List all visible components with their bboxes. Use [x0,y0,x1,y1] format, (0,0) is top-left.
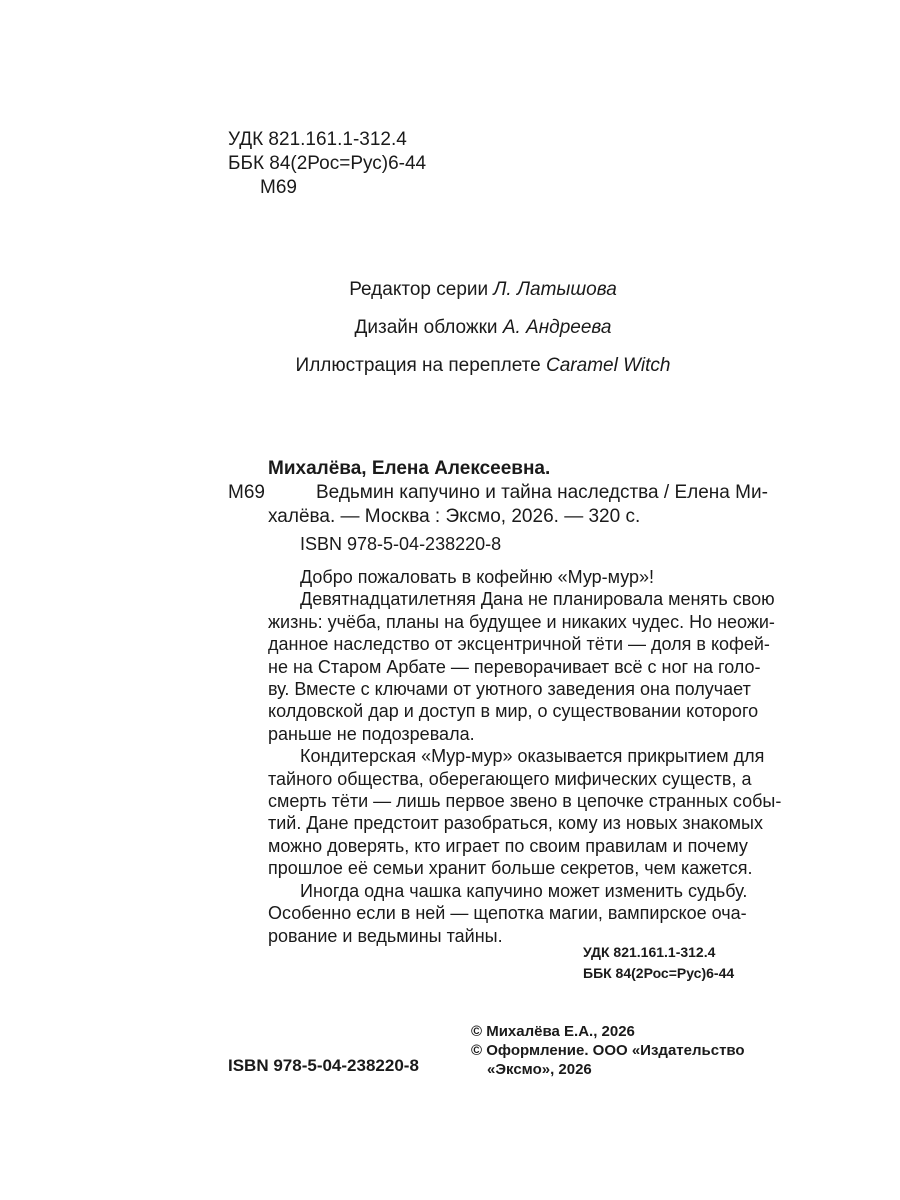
description-line: Ведьмин капучино и тайна наследства / Елена Ми- [316,482,768,503]
annotation-line: жизнь: учёба, планы на будущее и никаких чудес. Но неожи- [268,611,775,632]
annotation-line: не на Старом Арбате — переворачивает всё с ног на голо- [268,656,761,677]
annotation-line: смерть тёти — лишь первое звено в цепочке странных собы- [268,791,782,812]
annotation-line: ву. Вместе с ключами от уютного заведения она получает [268,679,751,700]
author-sign: М69 [260,177,297,198]
bottom-udk-code: УДК 821.161.1-312.4 [583,944,716,960]
annotation-line: данное наследство от эксцентричной тёти — доля в кофей- [268,634,770,655]
author-heading: Михалёва, Елена Алексеевна. [268,458,551,479]
annotation [268,566,782,947]
annotation-line: прошлое её семьи хранит больше секретов, чем кажется. [268,858,753,879]
credit-role: Дизайн обложки [354,317,498,338]
description-line: халёва. — Москва : Эксмо, 2026. — 320 с. [268,506,641,527]
credit-name: Caramel Witch [546,355,671,376]
credit-role: Иллюстрация на переплете [295,355,541,376]
credit-role: Редактор серии [349,279,489,300]
copyright-design: © Оформление. ООО «Издательство [471,1042,745,1059]
bottom-isbn: ISBN 978-5-04-238220-8 [228,1056,419,1075]
classification-block [228,128,426,200]
copyright-design-cont: «Эксмо», 2026 [487,1061,592,1078]
annotation-line: Кондитерская «Мур-мур» оказывается прикрытием для [300,746,765,767]
credit-name: Л. Латышова [493,279,617,300]
bbk-code: ББК 84(2Рос=Рус)6-44 [228,153,427,174]
annotation-line: Иногда одна чашка капучино может изменить судьбу. [300,880,748,901]
record-isbn: ISBN 978-5-04-238220-8 [300,534,502,554]
credit-cover-design [200,316,766,354]
udk-code: УДК 821.161.1-312.4 [228,129,407,150]
bottom-classification [583,942,734,984]
credit-series-editor [200,278,766,316]
annotation-line: рование и ведьмины тайны. [268,925,503,946]
copyright-block [471,1022,745,1079]
annotation-line: раньше не подозревала. [268,723,475,744]
annotation-line: Особенно если в ней — щепотка магии, вампирское оча- [268,903,747,924]
bottom-bbk-code: ББК 84(2Рос=Рус)6-44 [583,965,735,981]
annotation-line: тий. Дане предстоит разобраться, кому из новых знакомых [268,813,763,834]
credit-name: А. Андреева [502,317,612,338]
annotation-line: колдовской дар и доступ в мир, о существовании которого [268,701,759,722]
record-author-sign: М69 [228,482,265,503]
annotation-line: Девятнадцатилетняя Дана не планировала менять свою [300,589,775,610]
credits-block [200,278,766,392]
annotation-line: Добро пожаловать в кофейню «Мур-мур»! [300,567,655,587]
bibliographic-description [268,481,768,529]
annotation-line: можно доверять, кто играет по своим правилам и почему [268,835,748,856]
annotation-line: тайного общества, оберегающего мифических существ, а [268,768,752,789]
copyright-author: © Михалёва Е.А., 2026 [471,1023,635,1040]
credit-illustration [200,354,766,392]
